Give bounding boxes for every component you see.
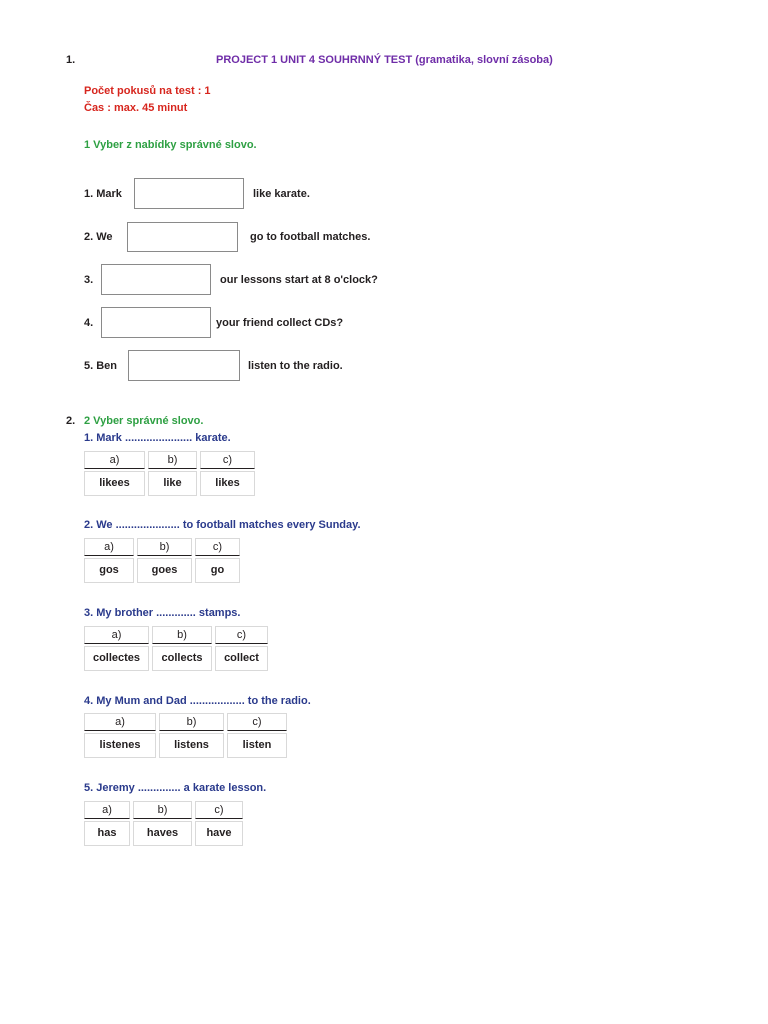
option-label: a) (84, 451, 145, 469)
option-answer[interactable]: likees (84, 471, 145, 496)
option-answer[interactable]: collect (215, 646, 268, 671)
fill-item-prefix: 4. (84, 317, 94, 329)
option-label: c) (195, 538, 240, 556)
option-answer[interactable]: collects (152, 646, 212, 671)
time-limit-text: Čas : max. 45 minut (84, 102, 188, 114)
answer-input-2[interactable] (127, 222, 238, 252)
fill-item-suffix: go to football matches. (250, 231, 371, 243)
option-c[interactable] (195, 801, 243, 846)
question-number: 1. (66, 54, 76, 66)
option-label: c) (195, 801, 243, 819)
attempts-text: Počet pokusů na test : 1 (84, 85, 211, 97)
answer-input-4[interactable] (101, 307, 211, 338)
option-c[interactable] (227, 713, 287, 758)
option-label: b) (137, 538, 192, 556)
option-answer[interactable]: collectes (84, 646, 149, 671)
option-answer[interactable]: go (195, 558, 240, 583)
answer-input-5[interactable] (128, 350, 240, 381)
option-label: a) (84, 801, 130, 819)
option-label: b) (133, 801, 192, 819)
question-text: 5. Jeremy .............. a karate lesson. (84, 782, 267, 794)
option-answer[interactable]: has (84, 821, 130, 846)
option-a[interactable] (84, 451, 145, 496)
option-c[interactable] (195, 538, 240, 583)
fill-item-prefix: 2. We (84, 231, 113, 243)
fill-item-suffix: our lessons start at 8 o'clock? (220, 274, 378, 286)
option-answer[interactable]: likes (200, 471, 255, 496)
option-a[interactable] (84, 713, 156, 758)
option-label: b) (159, 713, 224, 731)
page-title: PROJECT 1 UNIT 4 SOUHRNNÝ TEST (gramatika, slovní zásoba) (216, 54, 553, 66)
option-b[interactable] (159, 713, 224, 758)
option-answer[interactable]: listen (227, 733, 287, 758)
option-b[interactable] (133, 801, 192, 846)
option-answer[interactable]: have (195, 821, 243, 846)
option-a[interactable] (84, 801, 130, 846)
answer-input-3[interactable] (101, 264, 211, 295)
fill-item-prefix: 1. Mark (84, 188, 122, 200)
answer-input-1[interactable] (134, 178, 244, 209)
option-answer[interactable]: like (148, 471, 197, 496)
option-b[interactable] (148, 451, 197, 496)
option-label: b) (148, 451, 197, 469)
option-label: b) (152, 626, 212, 644)
section2-heading: 2 Vyber správné slovo. (84, 415, 204, 427)
option-answer[interactable]: listens (159, 733, 224, 758)
option-label: a) (84, 626, 149, 644)
question-text: 3. My brother ............. stamps. (84, 607, 241, 619)
option-label: c) (215, 626, 268, 644)
option-label: a) (84, 713, 156, 731)
option-b[interactable] (152, 626, 212, 671)
fill-item-suffix: listen to the radio. (248, 360, 343, 372)
option-answer[interactable]: listenes (84, 733, 156, 758)
question-text: 1. Mark ...................... karate. (84, 432, 231, 444)
question-number: 2. (66, 415, 76, 427)
question-text: 4. My Mum and Dad .................. to the radio. (84, 695, 311, 707)
option-b[interactable] (137, 538, 192, 583)
option-label: c) (200, 451, 255, 469)
option-answer[interactable]: goes (137, 558, 192, 583)
option-label: c) (227, 713, 287, 731)
option-answer[interactable]: haves (133, 821, 192, 846)
option-a[interactable] (84, 626, 149, 671)
fill-item-prefix: 5. Ben (84, 360, 118, 372)
fill-item-suffix: your friend collect CDs? (216, 317, 344, 329)
option-answer[interactable]: gos (84, 558, 134, 583)
option-c[interactable] (215, 626, 268, 671)
fill-item-suffix: like karate. (253, 188, 310, 200)
question-text: 2. We ..................... to football matches every Sunday. (84, 519, 361, 531)
fill-item-prefix: 3. (84, 274, 94, 286)
option-label: a) (84, 538, 134, 556)
option-c[interactable] (200, 451, 255, 496)
option-a[interactable] (84, 538, 134, 583)
section1-heading: 1 Vyber z nabídky správné slovo. (84, 139, 257, 151)
